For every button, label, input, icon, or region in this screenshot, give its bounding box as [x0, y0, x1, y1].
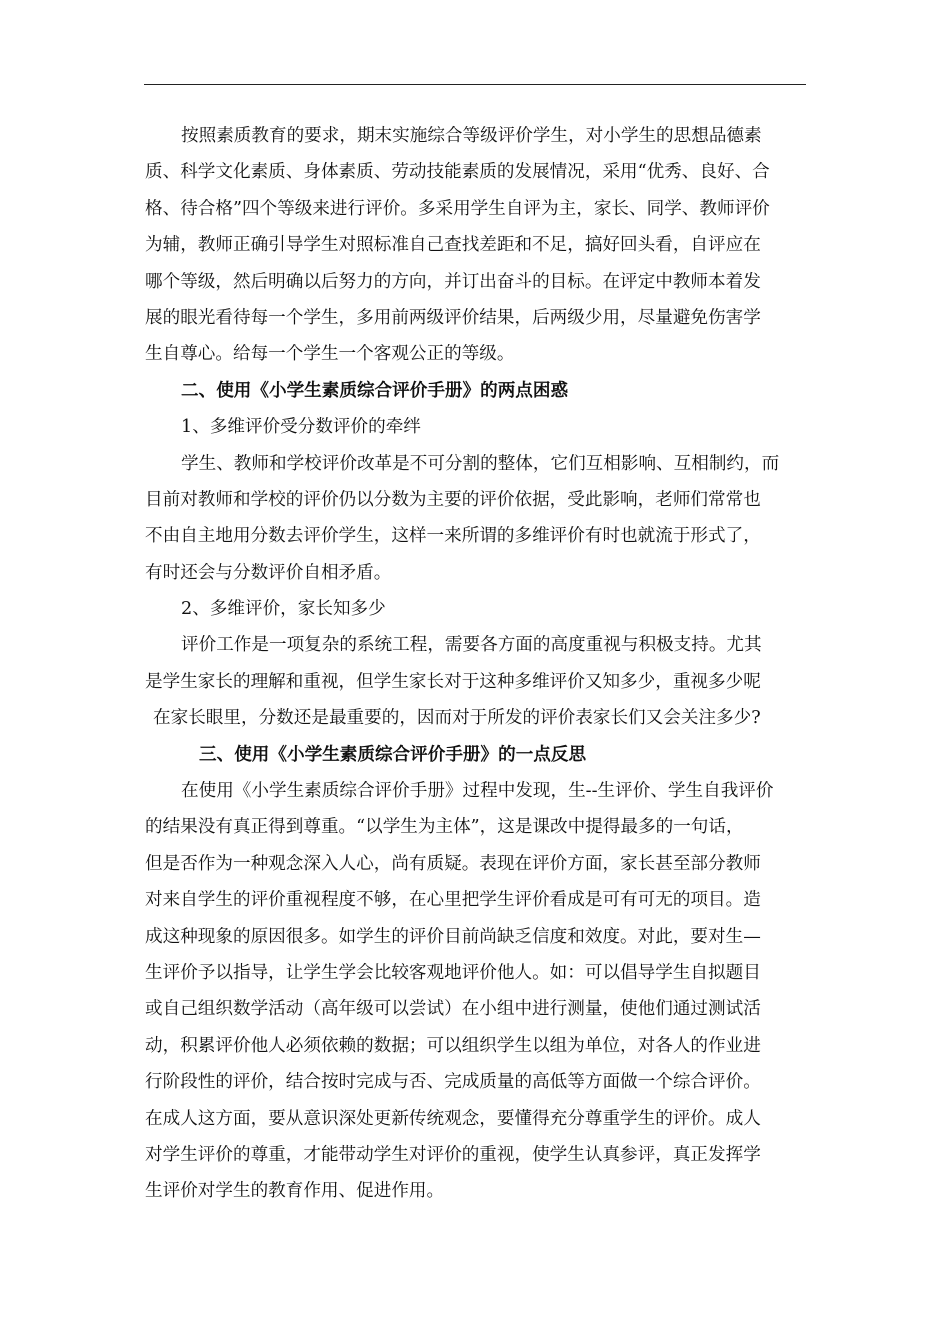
- paragraph-line: 生评价对学生的教育作用、促进作用。: [145, 1181, 445, 1202]
- paragraph-line: 为辅，教师正确引导学生对照标准自己查找差距和不足，搞好回头看，自评应在: [145, 235, 761, 256]
- paragraph-line: 的结果没有真正得到尊重。“以学生为主体”，这是课改中提得最多的一句话，: [145, 817, 744, 838]
- subheading-1: 1、多维评价受分数评价的牵绊: [181, 417, 421, 438]
- section-heading-2: 二、使用《小学生素质综合评价手册》的两点困惑: [181, 379, 569, 401]
- paragraph-line: 但是否作为一种观念深入人心，尚有质疑。表现在评价方面，家长甚至部分教师: [145, 853, 761, 874]
- paragraph-line: 格、待合格”四个等级来进行评价。多采用学生自评为主，家长、同学、教师评价: [145, 198, 770, 219]
- paragraph-line: 生自尊心。给每一个学生一个客观公正的等级。: [145, 344, 515, 365]
- document-body: [145, 118, 807, 1210]
- paragraph-line: 对来自学生的评价重视程度不够，在心里把学生评价看成是可有可无的项目。造: [145, 890, 761, 911]
- paragraph-line: 生评价予以指导，让学生学会比较客观地评价他人。如：可以倡导学生自拟题目: [145, 962, 761, 983]
- paragraph-line: 在成人这方面，要从意识深处更新传统观念，要懂得充分尊重学生的评价。成人: [145, 1108, 761, 1129]
- paragraph-line: 成这种现象的原因很多。如学生的评价目前尚缺乏信度和效度。对此，要对生—: [145, 926, 761, 947]
- paragraph-line: 不由自主地用分数去评价学生，这样一来所谓的多维评价有时也就流于形式了，: [145, 526, 761, 547]
- paragraph-line: 学生、教师和学校评价改革是不可分割的整体，它们互相影响、互相制约，而: [181, 453, 780, 474]
- paragraph-line: 行阶段性的评价，结合按时完成与否、完成质量的高低等方面做一个综合评价。: [145, 1072, 761, 1093]
- paragraph-line: 展的眼光看待每一个学生，多用前两级评价结果，后两级少用，尽量避免伤害学: [145, 307, 761, 328]
- subheading-2: 2、多维评价，家长知多少: [181, 599, 386, 620]
- paragraph-line: 动，积累评价他人必须依赖的数据；可以组织学生以组为单位，对各人的作业进: [145, 1035, 761, 1056]
- paragraph-line: 在使用《小学生素质综合评价手册》过程中发现，生--生评价、学生自我评价: [181, 781, 774, 802]
- paragraph-line: 有时还会与分数评价自相矛盾。: [145, 562, 392, 583]
- paragraph-line: 或自己组织数学活动（高年级可以尝试）在小组中进行测量，使他们通过测试活: [145, 999, 761, 1020]
- paragraph-line: 质、科学文化素质、身体素质、劳动技能素质的发展情况，采用“优秀、良好、合: [145, 162, 770, 183]
- paragraph-line: 目前对教师和学校的评价仍以分数为主要的评价依据，受此影响，老师们常常也: [145, 489, 761, 510]
- paragraph-line: 对学生评价的尊重，才能带动学生对评价的重视，使学生认真参评，真正发挥学: [145, 1144, 761, 1165]
- paragraph-line: 哪个等级，然后明确以后努力的方向，并订出奋斗的目标。在评定中教师本着发: [145, 271, 761, 292]
- section-heading-3: 三、使用《小学生素质综合评价手册》的一点反思: [199, 743, 587, 765]
- paragraph-line: 在家长眼里，分数还是最重要的，因而对于所发的评价表家长们又会关注多少?: [153, 708, 761, 729]
- paragraph-line: 是学生家长的理解和重视，但学生家长对于这种多维评价又知多少，重视多少呢: [145, 671, 761, 692]
- paragraph-line: 评价工作是一项复杂的系统工程，需要各方面的高度重视与积极支持。尤其: [181, 635, 762, 656]
- header-rule: [144, 84, 806, 85]
- paragraph-line: 按照素质教育的要求，期末实施综合等级评价学生，对小学生的思想品德素: [181, 126, 762, 146]
